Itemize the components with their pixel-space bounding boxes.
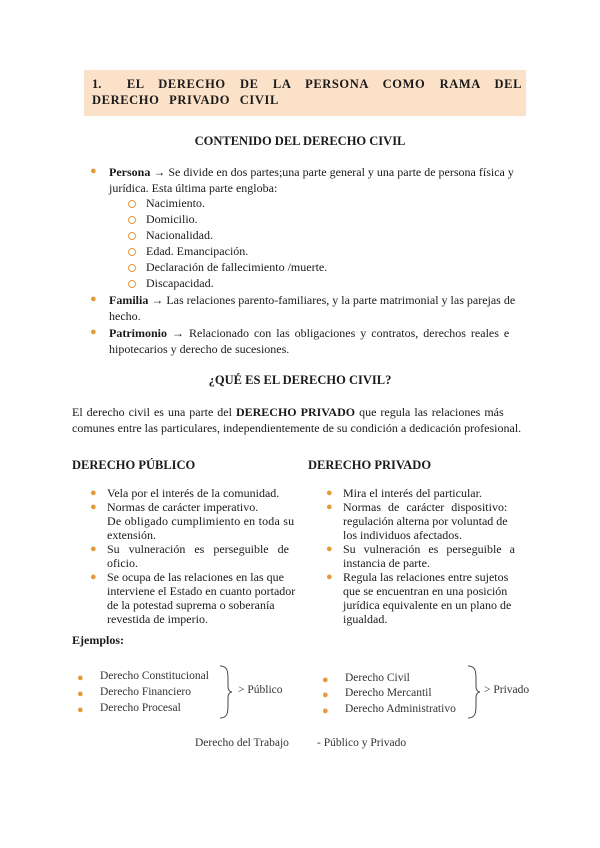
- que-es-bold: DERECHO PRIVADO: [235, 405, 356, 419]
- familia-term: Familia: [109, 293, 149, 307]
- ejemplo-trabajo: Derecho del Trabajo: [195, 737, 289, 749]
- ejemplo-privado: Derecho Mercantil: [345, 687, 432, 699]
- section-title: EL DERECHO DE LA PERSONA COMO RAMA DEL DERECHO PRIVADO CIVIL: [92, 77, 523, 107]
- hollow-bullet-icon: [128, 280, 136, 288]
- brace-icon: [218, 664, 234, 720]
- subitem: Declaración de fallecimiento /muerte.: [146, 260, 328, 274]
- subitem: Discapacidad.: [146, 276, 214, 290]
- patrimonio-line1: [109, 325, 529, 341]
- bullet-icon: ●: [90, 501, 97, 513]
- bullet-icon: ●: [326, 487, 333, 499]
- privado-item: Su vulneración es perseguible a: [343, 542, 515, 556]
- familia-line1: [109, 292, 529, 308]
- bullet-icon: ●: [77, 688, 84, 700]
- section-number: 1.: [92, 77, 102, 91]
- privado-heading: DERECHO PRIVADO: [308, 458, 432, 472]
- arrow-small-icon: >: [238, 684, 248, 696]
- brace-icon: [466, 664, 482, 720]
- patrimonio-term: Patrimonio: [109, 326, 167, 340]
- trabajo-tag: [317, 737, 406, 749]
- publico-item: revestida de imperio.: [107, 612, 208, 626]
- que-es-paragraph-line1: [72, 404, 528, 420]
- privado-item: los individuos afectados.: [343, 528, 462, 542]
- arrow-icon: →: [151, 293, 164, 307]
- privado-item: Normas de carácter dispositivo:: [343, 500, 508, 514]
- publico-item: extensión.: [107, 528, 156, 542]
- que-es-title: ¿QUÉ ES EL DERECHO CIVIL?: [208, 373, 392, 387]
- bullet-icon: ●: [322, 674, 329, 686]
- contenido-title: CONTENIDO DEL DERECHO CIVIL: [194, 134, 406, 148]
- patrimonio-text-1: Relacionado con las obligaciones y contratos, derechos reales e: [189, 326, 510, 340]
- privado-tag: [484, 684, 529, 696]
- persona-text-1: Se divide en dos partes;una parte general y una parte de persona física y: [168, 165, 514, 179]
- privado-item: jurídica equivalente en un plano de: [343, 598, 512, 612]
- ejemplo-privado: Derecho Administrativo: [345, 703, 456, 715]
- publico-item: De obligado cumplimiento en toda su: [107, 514, 295, 528]
- subitem: Domicilio.: [146, 212, 198, 226]
- publico-item: Normas de carácter imperativo.: [107, 500, 259, 514]
- hollow-bullet-icon: [128, 232, 136, 240]
- bullet-icon: ●: [90, 293, 97, 305]
- familia-text-1: Las relaciones parento-familiares, y la parte matrimonial y las parejas de: [166, 293, 516, 307]
- publico-item: Se ocupa de las relaciones en las que: [107, 570, 284, 584]
- persona-term: Persona: [109, 165, 151, 179]
- privado-item: regulación alterna por voluntad de: [343, 514, 508, 528]
- bullet-icon: ●: [77, 704, 84, 716]
- publico-item: oficio.: [107, 556, 138, 570]
- ejemplo-publico: Derecho Procesal: [100, 702, 181, 714]
- bullet-icon: ●: [326, 543, 333, 555]
- bullet-icon: ●: [90, 326, 97, 338]
- ejemplo-publico: Derecho Constitucional: [100, 670, 209, 682]
- que-es-text-b: que regula las relaciones más: [355, 405, 504, 419]
- arrow-small-icon: >: [484, 684, 494, 696]
- publico-item: interviene el Estado en cuanto portador: [107, 584, 296, 598]
- publico-heading: DERECHO PÚBLICO: [72, 458, 196, 472]
- ejemplo-publico: Derecho Financiero: [100, 686, 192, 698]
- bullet-icon: ●: [90, 543, 97, 555]
- subitem: Nacimiento.: [146, 196, 205, 210]
- subitem: Nacionalidad.: [146, 228, 213, 242]
- publico-tag-text: Público: [247, 684, 283, 696]
- bullet-icon: ●: [90, 487, 97, 499]
- publico-item: Vela por el interés de la comunidad.: [107, 486, 280, 500]
- privado-tag-text: Privado: [493, 684, 530, 696]
- hollow-bullet-icon: [128, 264, 136, 272]
- hollow-bullet-icon: [128, 216, 136, 224]
- que-es-text-a: El derecho civil es una parte del: [72, 405, 236, 419]
- privado-item: que se encuentran en una posición: [343, 584, 508, 598]
- bullet-icon: ●: [90, 165, 97, 177]
- ejemplos-label: Ejemplos:: [72, 633, 124, 647]
- section-header: [92, 76, 522, 108]
- que-es-paragraph-line2: comunes entre las particulares, independientemente de su condición a dedicación profesional.: [72, 421, 522, 435]
- familia-text-2: hecho.: [109, 309, 141, 323]
- bullet-icon: ●: [326, 501, 333, 513]
- publico-item: de la potestad suprema o soberanía: [107, 598, 275, 612]
- persona-line1: [109, 164, 529, 180]
- patrimonio-text-2: hipotecarios y derecho de sucesiones.: [109, 342, 290, 356]
- subitem: Edad. Emancipación.: [146, 244, 249, 258]
- bullet-icon: ●: [322, 689, 329, 701]
- privado-item: Regula las relaciones entre sujetos: [343, 570, 509, 584]
- ejemplo-privado: Derecho Civil: [345, 672, 410, 684]
- trabajo-tag-text: Público y Privado: [323, 737, 407, 749]
- privado-item: Mira el interés del particular.: [343, 486, 482, 500]
- dash-icon: -: [317, 737, 324, 749]
- persona-text-2: jurídica. Esta última parte engloba:: [109, 181, 278, 195]
- arrow-icon: →: [153, 165, 166, 179]
- hollow-bullet-icon: [128, 248, 136, 256]
- bullet-icon: ●: [77, 672, 84, 684]
- bullet-icon: ●: [90, 571, 97, 583]
- arrow-icon: →: [172, 326, 184, 340]
- bullet-icon: ●: [326, 571, 333, 583]
- privado-item: instancia de parte.: [343, 556, 430, 570]
- publico-item: Su vulneración es perseguible de: [107, 542, 289, 556]
- publico-tag: [238, 684, 283, 696]
- bullet-icon: ●: [322, 705, 329, 717]
- hollow-bullet-icon: [128, 200, 136, 208]
- privado-item: igualdad.: [343, 612, 388, 626]
